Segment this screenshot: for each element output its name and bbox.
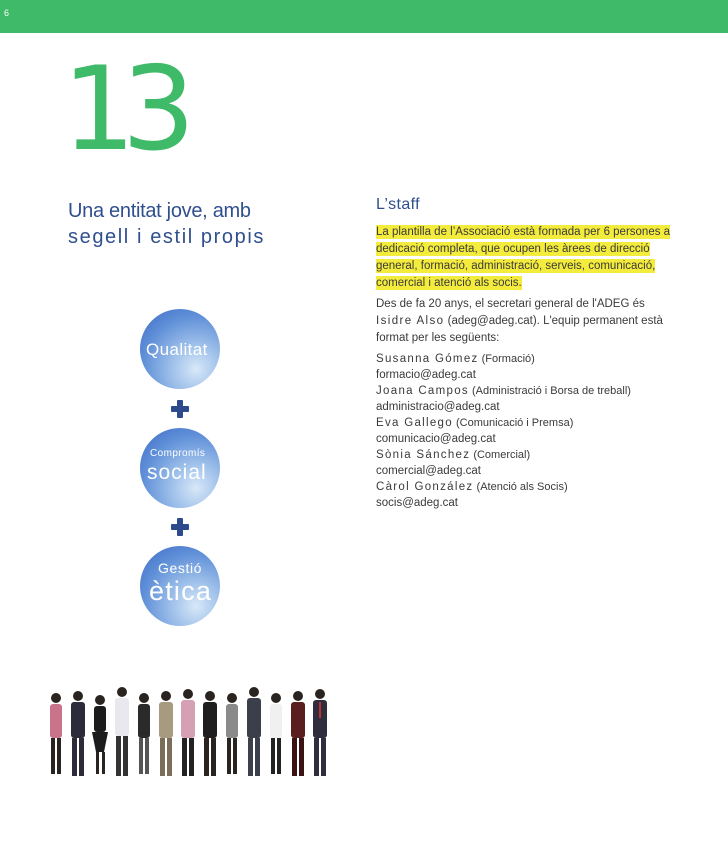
member-name: Joana Campos	[376, 385, 469, 397]
member-email[interactable]: formacio@adeg.cat	[376, 369, 476, 381]
paragraph-text: Des de fa 20 anys, el secretari general de l'ADEG és	[376, 298, 645, 310]
plus-icon	[171, 400, 189, 418]
staff-member	[376, 383, 696, 399]
member-email[interactable]: comercial@adeg.cat	[376, 465, 481, 477]
value-label-big: social	[147, 461, 207, 484]
value-circle-gestio-etica	[140, 546, 220, 626]
member-role: (Comercial)	[470, 449, 531, 461]
staff-paragraph	[376, 296, 684, 347]
staff-member	[376, 415, 696, 431]
value-label-small: Compromís	[150, 448, 206, 459]
staff-member	[376, 447, 696, 463]
section-number: 13	[62, 42, 182, 177]
member-role: (Administració i Borsa de treball)	[468, 385, 631, 397]
member-role: (Formació)	[478, 353, 535, 365]
plus-icon	[171, 518, 189, 536]
value-label-big: ètica	[149, 576, 213, 606]
member-email[interactable]: socis@adeg.cat	[376, 497, 458, 509]
highlighted-intro-text: La plantilla de l’Associació està formada per 6 persones a dedicació completa, que ocupen les àrees de direcció general, formació, administració, serveis, comunicació, comercial i atenció als socis.	[376, 226, 671, 289]
section-title-line2: segell i estil propis	[68, 226, 266, 248]
member-role: (Comunicació i Premsa)	[452, 417, 574, 429]
secretary-name: Isidre Also	[376, 315, 445, 327]
paragraph-text: (adeg@adeg.cat). L'equip permanent està format per les següents:	[376, 315, 663, 344]
member-email[interactable]: administracio@adeg.cat	[376, 401, 500, 413]
staff-heading: L’staff	[376, 196, 421, 213]
member-name: Càrol González	[376, 481, 474, 493]
staff-intro	[376, 224, 684, 292]
section-title-line1: Una entitat jove, amb	[68, 200, 251, 222]
page-number: 6	[4, 8, 10, 18]
value-label-small: Gestió	[158, 560, 203, 576]
member-name: Susanna Gómez	[376, 353, 479, 365]
value-circle-compromis-social	[140, 428, 220, 508]
staff-list	[376, 351, 696, 511]
member-role: (Atenció als Socis)	[473, 481, 568, 493]
value-circle-qualitat	[140, 309, 220, 389]
header-bar	[0, 0, 728, 33]
value-label: Qualitat	[146, 340, 208, 359]
group-of-people-icon	[38, 678, 338, 782]
member-name: Eva Gallego	[376, 417, 453, 429]
staff-member	[376, 479, 696, 495]
section-title	[68, 198, 338, 250]
member-name: Sònia Sánchez	[376, 449, 471, 461]
staff-member	[376, 351, 696, 367]
member-email[interactable]: comunicacio@adeg.cat	[376, 433, 496, 445]
